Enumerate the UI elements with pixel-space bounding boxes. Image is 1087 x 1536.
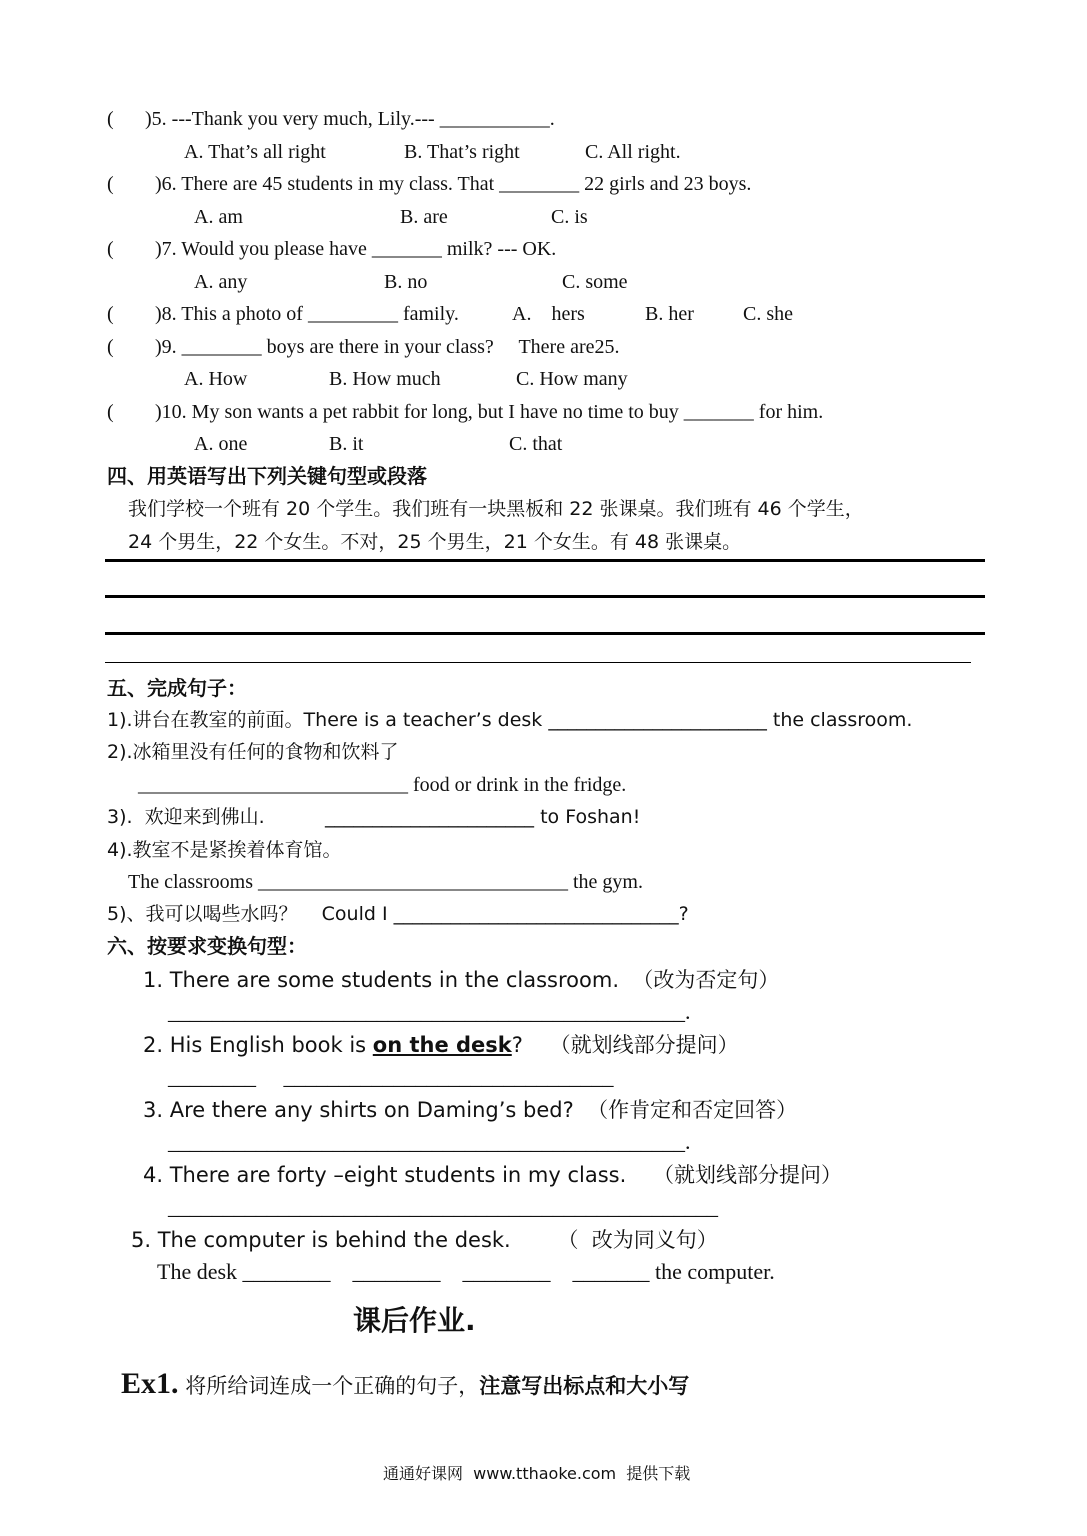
option-b: B. are bbox=[400, 206, 448, 228]
option-b: B. How much bbox=[329, 368, 441, 390]
sentence-1: 1).讲台在教室的前面。There is a teacher’s desk _______________________ the classroom. bbox=[107, 709, 913, 731]
option-a: A. any bbox=[194, 271, 248, 293]
transform-question-5: 5. The computer is behind the desk. （ 改为同义句） bbox=[131, 1228, 718, 1252]
option-a: A. How bbox=[184, 368, 248, 390]
sentence-4-answer: The classrooms _______________________________ the gym. bbox=[128, 871, 643, 893]
answer-bracket: ( bbox=[107, 238, 114, 260]
answer-line-5: The desk ________ ________ ________ _______ the computer. bbox=[157, 1259, 775, 1284]
option-a: A. That’s all right bbox=[184, 141, 326, 163]
question-9: )9. ________ boys are there in your class? There are25. bbox=[155, 336, 620, 358]
answer-line-4: __________________________________________________ bbox=[168, 1194, 718, 1219]
answer-bracket: ( bbox=[107, 401, 114, 423]
footer-source: 通通好课网 www.tthaoke.com 提供下载 bbox=[383, 1464, 691, 1483]
answer-line-3: _______________________________________________. bbox=[168, 1129, 691, 1154]
option-b: B. no bbox=[384, 271, 428, 293]
transform-question-4: 4. There are forty –eight students in my class. （就划线部分提问） bbox=[143, 1163, 842, 1187]
option-c: C. How many bbox=[516, 368, 628, 390]
transform-question-2: 2. His English book is on the desk? （就划线部分提问） bbox=[143, 1033, 739, 1057]
option-b: B. her bbox=[645, 303, 694, 325]
writing-line bbox=[105, 662, 971, 663]
sentence-2-answer: ___________________________ food or drink in the fridge. bbox=[138, 774, 627, 796]
underlined-phrase: on the desk bbox=[372, 1033, 512, 1057]
option-a: A. am bbox=[194, 206, 243, 228]
sentence-5: 5)、我可以喝些水吗？ Could I ______________________________? bbox=[107, 903, 689, 925]
answer-bracket: ( bbox=[107, 173, 114, 195]
question-8: )8. This a photo of _________ family. bbox=[155, 303, 459, 325]
option-c: C. that bbox=[509, 433, 563, 455]
question-6: )6. There are 45 students in my class. That ________ 22 girls and 23 boys. bbox=[155, 173, 752, 195]
homework-title: 课后作业. bbox=[353, 1304, 476, 1337]
section-4-heading: 四、用英语写出下列关键句型或段落 bbox=[107, 464, 427, 488]
option-c: C. she bbox=[743, 303, 793, 325]
section-6-heading: 六、按要求变换句型： bbox=[107, 934, 307, 958]
answer-bracket: ( bbox=[107, 336, 114, 358]
sentence-4-prompt: 4).教室不是紧挨着体育馆。 bbox=[107, 839, 342, 861]
question-7: )7. Would you please have _______ milk? --- OK. bbox=[155, 238, 557, 260]
option-b: B. it bbox=[329, 433, 364, 455]
option-c: C. is bbox=[551, 206, 588, 228]
option-a: A. hers bbox=[512, 303, 585, 325]
exercise-1-instruction: Ex1. 将所给词连成一个正确的句子，注意写出标点和大小写 bbox=[121, 1367, 690, 1400]
answer-line-2: ________ ______________________________ bbox=[168, 1064, 614, 1089]
answer-bracket: ( bbox=[107, 108, 114, 130]
writing-line bbox=[105, 595, 985, 598]
section-4-text-line-1: 我们学校一个班有 20 个学生。我们班有一块黑板和 22 张课桌。我们班有 46 个学生， bbox=[128, 498, 864, 520]
option-a: A. one bbox=[194, 433, 248, 455]
transform-question-1: 1. There are some students in the classroom. （改为否定句） bbox=[143, 968, 780, 992]
sentence-3: 3). 欢迎来到佛山. ______________________ to Foshan! bbox=[107, 806, 641, 828]
sentence-2-prompt: 2).冰箱里没有任何的食物和饮料了 bbox=[107, 741, 399, 763]
transform-question-3: 3. Are there any shirts on Daming’s bed? （作肯定和否定回答） bbox=[143, 1098, 798, 1122]
answer-bracket: ( bbox=[107, 303, 114, 325]
section-5-heading: 五、完成句子： bbox=[107, 676, 247, 700]
answer-line-1: _______________________________________________. bbox=[168, 999, 691, 1024]
question-5: )5. ---Thank you very much, Lily.--- ___________. bbox=[145, 108, 555, 130]
option-b: B. That’s right bbox=[404, 141, 520, 163]
exercise-label: Ex1. bbox=[121, 1367, 179, 1400]
writing-line bbox=[105, 632, 985, 635]
question-10: )10. My son wants a pet rabbit for long, but I have no time to buy _______ for him. bbox=[155, 401, 824, 423]
option-c: C. All right. bbox=[585, 141, 681, 163]
writing-line bbox=[105, 559, 985, 562]
option-c: C. some bbox=[562, 271, 628, 293]
section-4-text-line-2: 24 个男生，22 个女生。不对，25 个男生，21 个女生。有 48 张课桌。 bbox=[128, 531, 742, 553]
